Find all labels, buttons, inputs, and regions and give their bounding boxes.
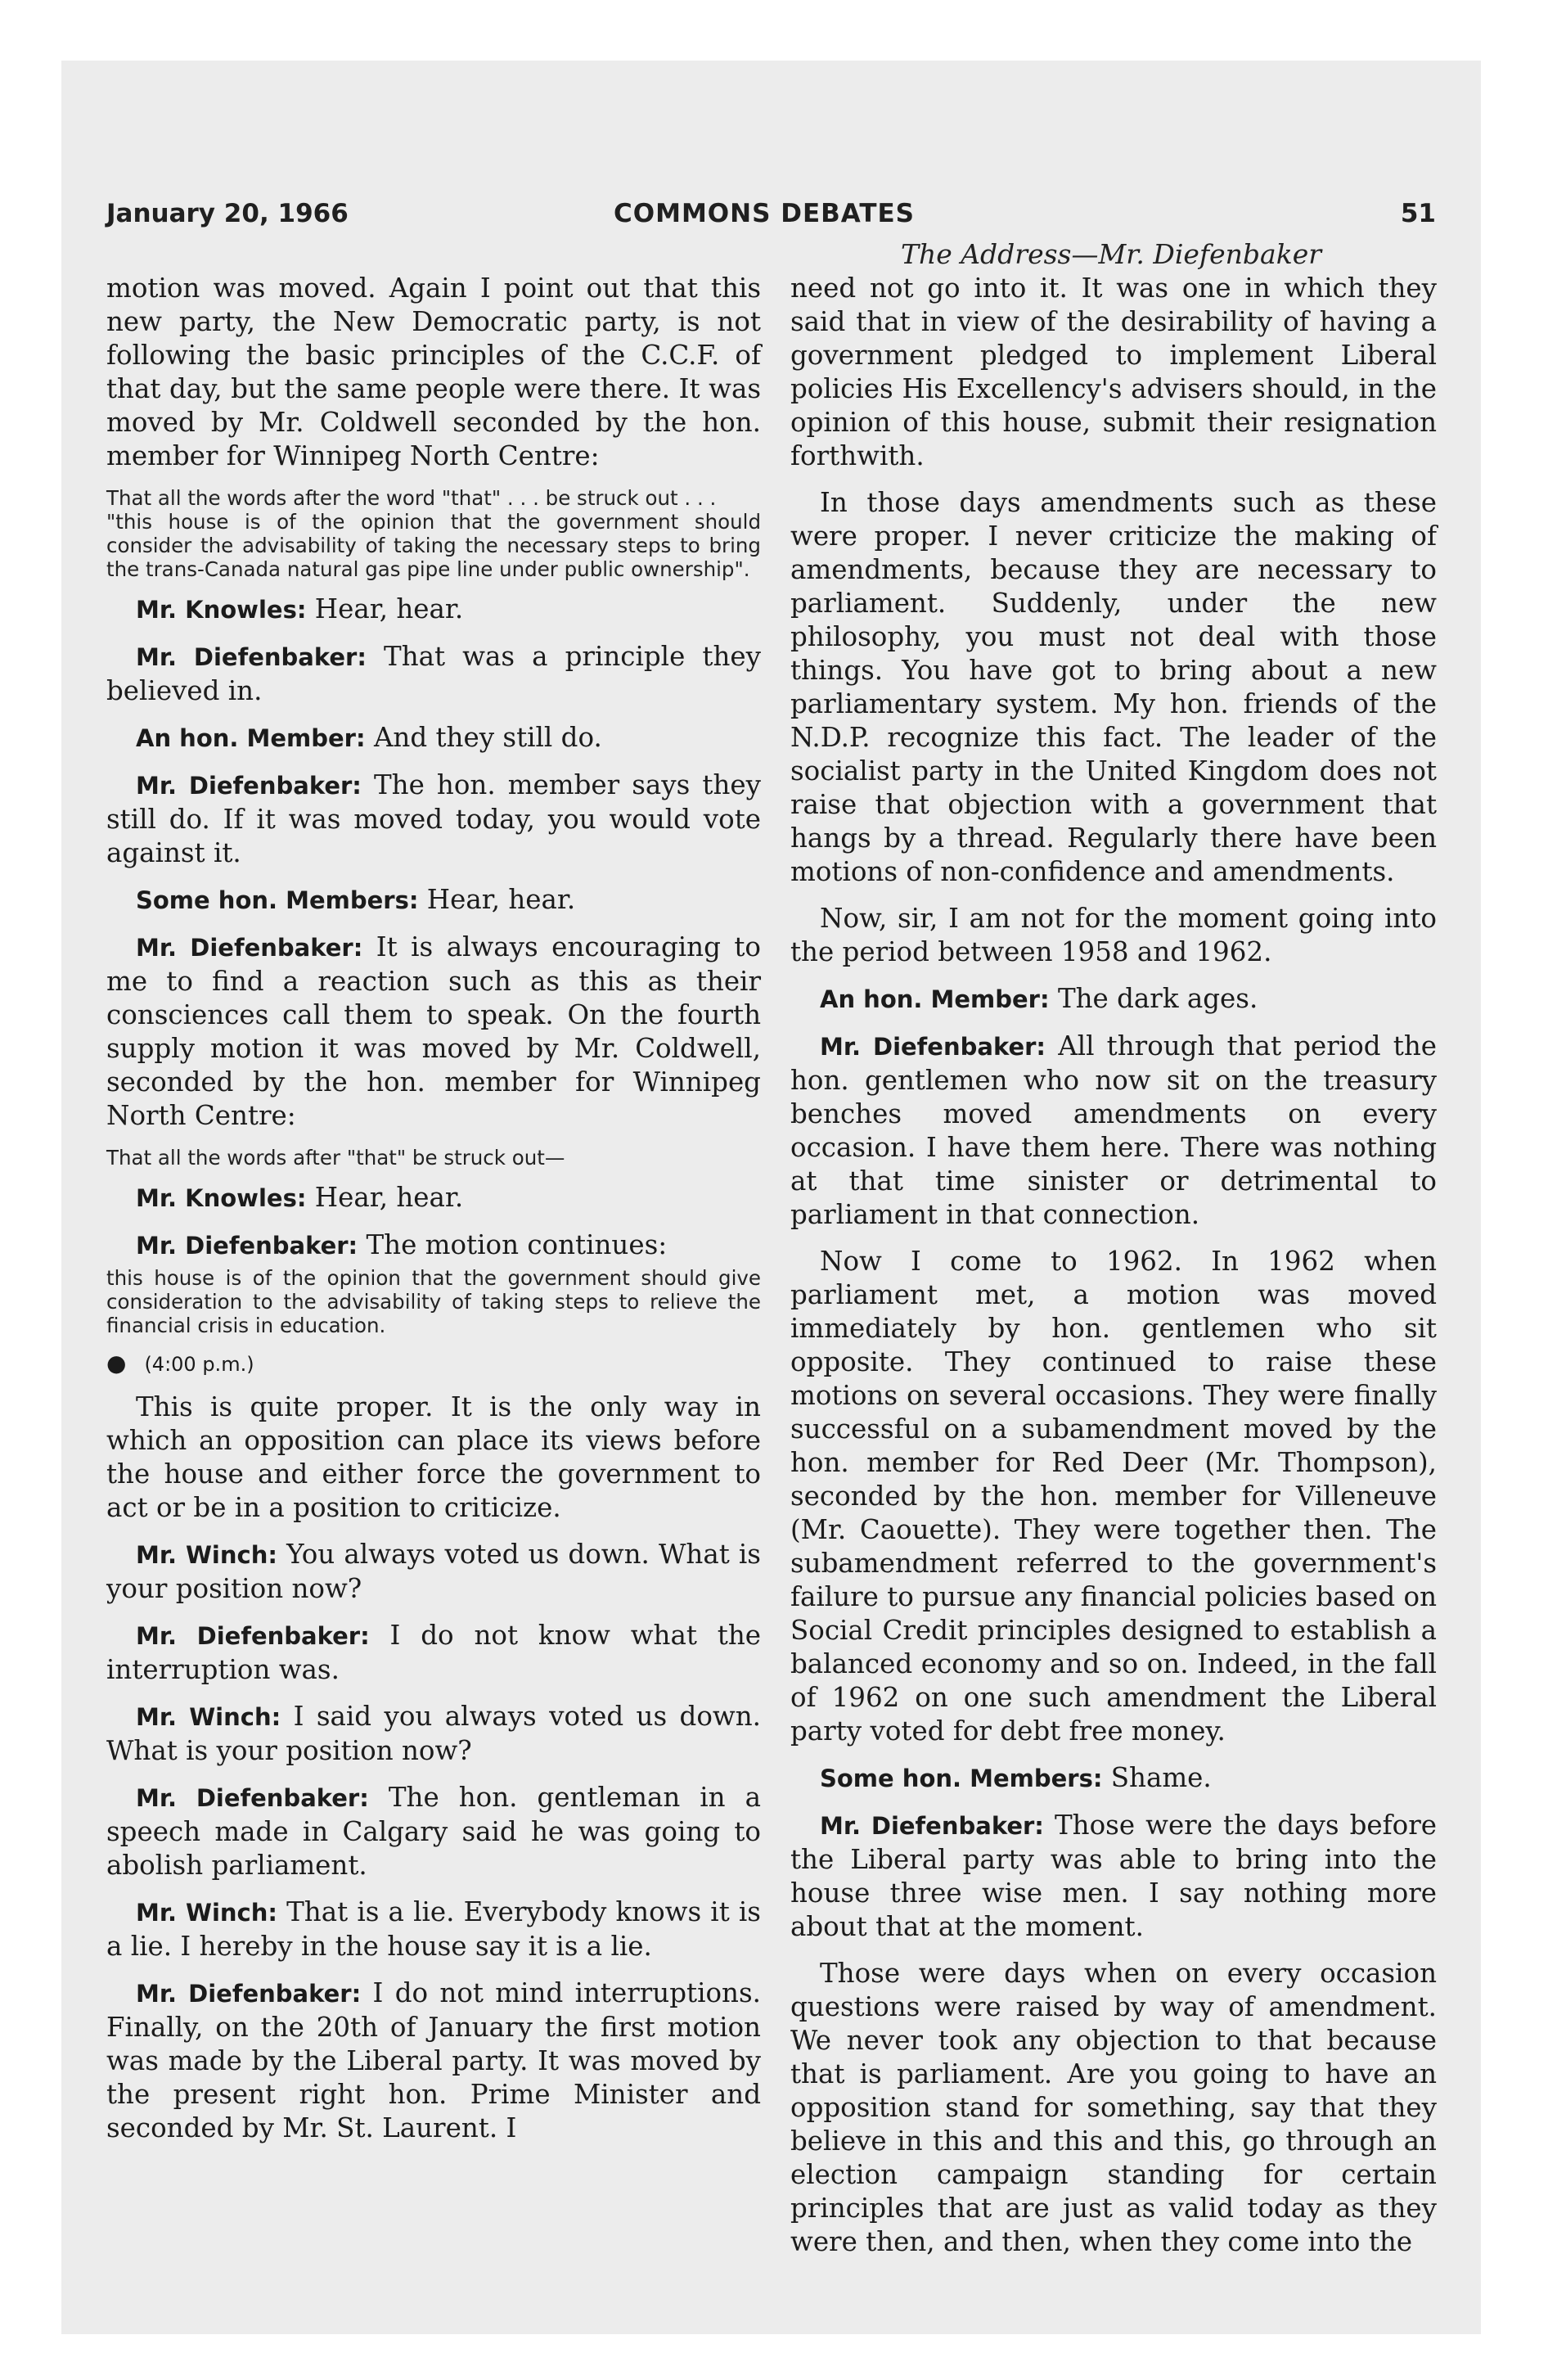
speaker-name: Mr. Diefenbaker: (136, 934, 363, 962)
speaker-name: An hon. Member: (136, 724, 366, 752)
speech-text: The hon. member says they still do. If it was moved today, you would vote against it. (106, 769, 761, 868)
speaker-name: Mr. Diefenbaker: (136, 772, 362, 800)
right-column (790, 272, 1437, 2272)
paragraph: In those days amendments such as these were proper. I never criticize the making of amendments, because they are necessary to parliament. Suddenly, under the new philosophy, you must not deal with those things. You have got to bring about a new parliamentary system. My hon. friends of the N.D.P. recognize this fact. The leader of the socialist party in the United Kingdom does not raise that objection with a government that hangs by a thread. Regularly there have been motions of non-confidence and amendments. (790, 487, 1437, 887)
speech-text: Those were the days before the Liberal party was able to bring into the house three wise men. I say nothing more about that at the moment. (790, 1810, 1437, 1942)
speaker-name: Mr. Winch: (136, 1899, 277, 1927)
speech (106, 769, 761, 870)
speech (106, 1228, 761, 1263)
speech-text: Hear, hear. (314, 593, 464, 624)
speaker-name: Mr. Diefenbaker: (820, 1812, 1044, 1840)
speech (790, 982, 1437, 1016)
left-column (106, 272, 761, 2158)
bullet-icon: ● (106, 1350, 127, 1377)
speech (106, 1895, 761, 1963)
speech (106, 1781, 761, 1882)
quoted-motion: "this house is of the opinion that the government should consider the advisability of taking the necessary steps to bring the trans-Canada natural gas pipe line under public ownership". (106, 510, 761, 581)
speech-text: It is always encouraging to me to find a reaction such as this as their consciences call them to speak. On the fourth supply motion it was moved by Mr. Coldwell, seconded by the hon. member for Winnipeg North Centre: (106, 931, 761, 1131)
speaker-name: Mr. Winch: (136, 1541, 277, 1569)
header-date: January 20, 1966 (106, 199, 349, 228)
quoted-motion: this house is of the opinion that the government should give consideration to the advisability of taking steps to relieve the financial crisis in education. (106, 1266, 761, 1337)
speech (106, 721, 761, 755)
speech (106, 1619, 761, 1687)
speech-text: The motion continues: (366, 1229, 668, 1260)
speech-text: The dark ages. (1057, 983, 1258, 1014)
speech (790, 1030, 1437, 1232)
speech (106, 593, 761, 627)
paragraph: This is quite proper. It is the only way in which an opposition can place its views before the house and either force the government to act or be in a position to criticize. (106, 1391, 761, 1523)
speaker-name: Mr. Knowles: (136, 596, 307, 624)
speaker-name: Mr. Diefenbaker: (136, 1980, 362, 2008)
speaker-name: Mr. Knowles: (136, 1184, 307, 1212)
section-subheading: The Address—Mr. Diefenbaker (900, 238, 1322, 270)
speech-text: I said you always voted us down. What is your position now? (106, 1701, 761, 1766)
speaker-name: Some hon. Members: (136, 886, 419, 914)
page-header (106, 199, 1436, 235)
speech (106, 640, 761, 708)
page-number: 51 (1400, 199, 1436, 228)
header-title: COMMONS DEBATES (614, 199, 915, 228)
speaker-name: Mr. Diefenbaker: (820, 1033, 1046, 1061)
speaker-name: Mr. Diefenbaker: (136, 643, 367, 671)
speech-text: I do not know what the interruption was. (106, 1620, 762, 1685)
speech (106, 1181, 761, 1215)
paragraph: motion was moved. Again I point out that this new party, the New Democratic party, is not following the basic principles of the C.C.F. of that day, but the same people were there. It was moved by Mr. Coldwell seconded by the hon. member for Winnipeg North Centre: (106, 273, 761, 471)
speech-text: Hear, hear. (426, 884, 576, 915)
speech-text: That is a lie. Everybody knows it is a lie. I hereby in the house say it is a lie. (106, 1896, 761, 1962)
speech-text: And they still do. (373, 722, 602, 753)
paragraph: Now, sir, I am not for the moment going into the period between 1958 and 1962. (790, 903, 1437, 967)
time-marker (106, 1349, 761, 1379)
speech (106, 1538, 761, 1606)
speech-text: Shame. (1110, 1762, 1212, 1793)
speech (106, 1700, 761, 1768)
paragraph: Those were days when on every occasion questions were raised by way of amendment. We never took any objection to that because that is parliament. Are you going to have an opposition stand for something, say that they believe in this and this and this, go through an election campaign standing for certain principles that are just as valid today as they were then, and then, when they come into the (790, 1958, 1437, 2257)
speaker-name: Some hon. Members: (820, 1765, 1103, 1792)
quoted-motion (106, 486, 761, 510)
speech (106, 883, 761, 917)
speaker-name: Mr. Diefenbaker: (136, 1622, 370, 1650)
speech-text: All through that period the hon. gentlemen who now sit on the treasury benches moved amendments on every occasion. I have them here. There was nothing at that time sinister or detrimental to parliament in that connection. (790, 1030, 1437, 1230)
quote-text: That all the words after the word "that" . . . be struck out . . . (106, 486, 717, 510)
paragraph: Now I come to 1962. In 1962 when parliament met, a motion was moved immediately by hon. gentlemen who sit opposite. They continued to raise these motions on several occasions. They were finally successful on a subamendment moved by the hon. member for Red Deer (Mr. Thompson), seconded by the hon. member for Villeneuve (Mr. Caouette). They were together then. The subamendment referred to the government's failure to pursue any financial policies based on Social Credit principles designed to establish a balanced economy and so on. Indeed, in the fall of 1962 on one such amendment the Liberal party voted for debt free money. (790, 1246, 1437, 1747)
speech (106, 1977, 761, 2145)
speech (106, 931, 761, 1133)
time-text: (4:00 p.m.) (144, 1353, 254, 1376)
speaker-name: Mr. Diefenbaker: (136, 1784, 369, 1812)
speech (790, 1761, 1437, 1796)
speaker-name: An hon. Member: (820, 985, 1050, 1013)
speech (790, 1809, 1437, 1944)
speech-text: That was a principle they believed in. (106, 641, 761, 706)
speaker-name: Mr. Diefenbaker: (136, 1232, 358, 1260)
speech-text: Hear, hear. (314, 1182, 464, 1213)
speech-text: You always voted us down. What is your position now? (106, 1539, 761, 1604)
speaker-name: Mr. Winch: (136, 1703, 281, 1731)
paragraph: need not go into it. It was one in which they said that in view of the desirability of having a government pledged to implement Liberal policies His Excellency's advisers should, in the opinion of this house, submit their resignation forthwith. (790, 273, 1437, 471)
speech-text: I do not mind interruptions. Finally, on the 20th of January the first motion was made by the Liberal party. It was moved by the present right hon. Prime Minister and seconded by Mr. St. Laurent. I (106, 1977, 761, 2143)
quoted-motion: That all the words after "that" be struck out— (106, 1146, 565, 1170)
speech-text: The hon. gentleman in a speech made in Calgary said he was going to abolish parliament. (106, 1782, 761, 1881)
